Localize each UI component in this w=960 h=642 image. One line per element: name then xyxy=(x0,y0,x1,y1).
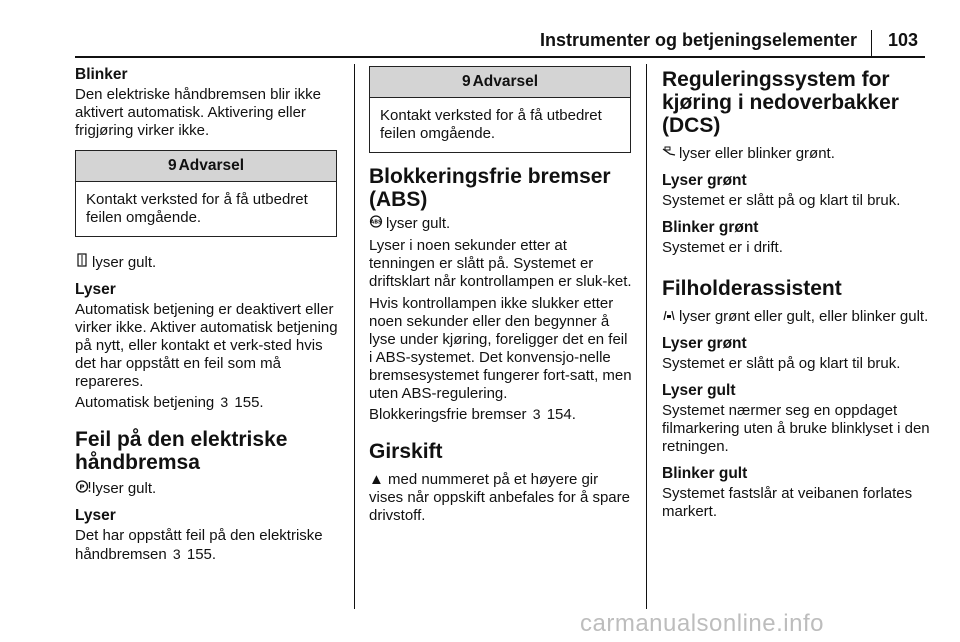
upshift-arrow-icon: ▲ xyxy=(369,471,384,488)
fault-heading: Feil på den elektriske håndbremsa xyxy=(75,428,288,474)
warning-header xyxy=(76,151,336,182)
auto-ref-text: Automatisk betjening xyxy=(75,394,215,411)
xref-icon: 3 xyxy=(220,394,229,410)
lyser-heading: Lyser xyxy=(75,281,116,298)
gear-text-line xyxy=(369,471,634,525)
warning-text: Kontakt verksted for å få utbedret feilen omgående. xyxy=(380,107,602,142)
lyser-text: Automatisk betjening er deaktivert eller virker ikke. Aktiver automatisk betjening på nytt, eller kontakt et verk-sted hvis det har oppstått en feil som må repareres. xyxy=(75,301,338,390)
dcs-heading: Reguleringssystem for kjøring i nedoverbakker (DCS) xyxy=(662,68,899,137)
dcs-blink-heading: Blinker grønt xyxy=(662,219,759,236)
abs-status-line xyxy=(369,215,634,233)
lane-yellow-heading: Lyser gult xyxy=(662,382,736,399)
dcs-icon xyxy=(662,145,676,163)
svg-text:P: P xyxy=(79,483,85,492)
warning-box xyxy=(75,150,337,237)
xref-icon: 3 xyxy=(532,406,541,422)
dcs-status-text: lyser eller blinker grønt. xyxy=(679,145,835,162)
lane-green-text: Systemet er slått på og klart til bruk. xyxy=(662,355,901,372)
warning-box xyxy=(369,66,631,153)
warning-header xyxy=(370,67,630,98)
parking-brake-fault-icon xyxy=(75,480,89,498)
xref-icon: 3 xyxy=(172,546,181,562)
column-divider-1 xyxy=(354,64,355,609)
dcs-blink-text: Systemet er i drift. xyxy=(662,239,783,256)
lane-heading: Filholderassistent xyxy=(662,277,842,300)
fault-text-body: Det har oppstått feil på den elektriske håndbremsen xyxy=(75,527,323,563)
warning-title: Advarsel xyxy=(472,73,539,90)
blinker-heading: Blinker xyxy=(75,66,128,83)
warning-text: Kontakt verksted for å få utbedret feilen omgående. xyxy=(86,191,308,226)
svg-text:ABS: ABS xyxy=(370,219,382,226)
lane-blink-text: Systemet fastslår at veibanen forlates markert. xyxy=(662,485,913,520)
abs-ref-line xyxy=(369,405,634,424)
page-number: 103 xyxy=(888,30,919,50)
fault-lyser-heading: Lyser xyxy=(75,507,116,524)
warning-title: Advarsel xyxy=(178,157,245,174)
header-rule xyxy=(75,56,925,58)
auto-status-line xyxy=(75,253,345,272)
fault-text xyxy=(75,527,345,564)
gear-heading: Girskift xyxy=(369,440,443,463)
fault-ref-page[interactable]: 155. xyxy=(186,546,217,563)
abs-icon xyxy=(369,215,383,233)
lane-blink-heading: Blinker gult xyxy=(662,465,748,482)
blinker-text: Den elektriske håndbremsen blir ikke aktivert automatisk. Aktivering eller frigjøring virker ikke. xyxy=(75,86,321,139)
auto-status-text: lyser gult. xyxy=(92,254,157,271)
column-1 xyxy=(75,64,345,564)
abs-ref-page[interactable]: 154. xyxy=(546,406,576,423)
abs-heading: Blokkeringsfrie bremser (ABS) xyxy=(369,165,611,211)
column-divider-2 xyxy=(646,64,647,609)
lane-status-line xyxy=(662,308,932,326)
lane-status-text: lyser grønt eller gult, eller blinker gult. xyxy=(679,308,929,325)
fault-status-text: lyser gult. xyxy=(92,480,157,497)
lane-yellow-text: Systemet nærmer seg en oppdaget filmarkering uten å bruke blinklyset i den retningen. xyxy=(662,402,930,455)
auto-ref-line xyxy=(75,393,345,412)
fault-status-line xyxy=(75,480,345,498)
warning-icon: 9 xyxy=(167,157,177,174)
gear-text: med nummeret på et høyere gir vises når oppskift anbefales for å spare drivstoff. xyxy=(369,471,630,524)
auto-ref-page[interactable]: 155. xyxy=(234,394,264,411)
page-header-title: Instrumenter og betjeningselementer xyxy=(540,30,858,50)
column-3 xyxy=(662,64,932,521)
lane-green-heading: Lyser grønt xyxy=(662,335,747,352)
dcs-green-text: Systemet er slått på og klart til bruk. xyxy=(662,192,901,209)
abs-ref-text: Blokkeringsfrie bremser xyxy=(369,406,527,423)
abs-status-text: lyser gult. xyxy=(386,215,451,232)
watermark: carmanualsonline.info xyxy=(580,610,824,637)
lane-assist-icon xyxy=(662,308,676,326)
column-2 xyxy=(369,66,634,525)
header-divider-tick xyxy=(871,30,872,57)
abs-text-1: Lyser i noen sekunder etter at tenningen er slått på. Systemet er driftsklart når kontrollampen er sluk-ket. xyxy=(369,237,632,290)
dcs-green-heading: Lyser grønt xyxy=(662,172,747,189)
abs-text-2: Hvis kontrollampen ikke slukker etter noen sekunder eller den begynner å lyse under kjøring, foreligger det en feil i ABS-systemet. Det konvensjo-nelle bremsesystemet fungerer fort-satt, men uten ABS-regulering. xyxy=(369,295,632,402)
dcs-status-line xyxy=(662,145,932,163)
warning-icon: 9 xyxy=(461,73,471,90)
parking-brake-auto-icon xyxy=(75,253,89,272)
